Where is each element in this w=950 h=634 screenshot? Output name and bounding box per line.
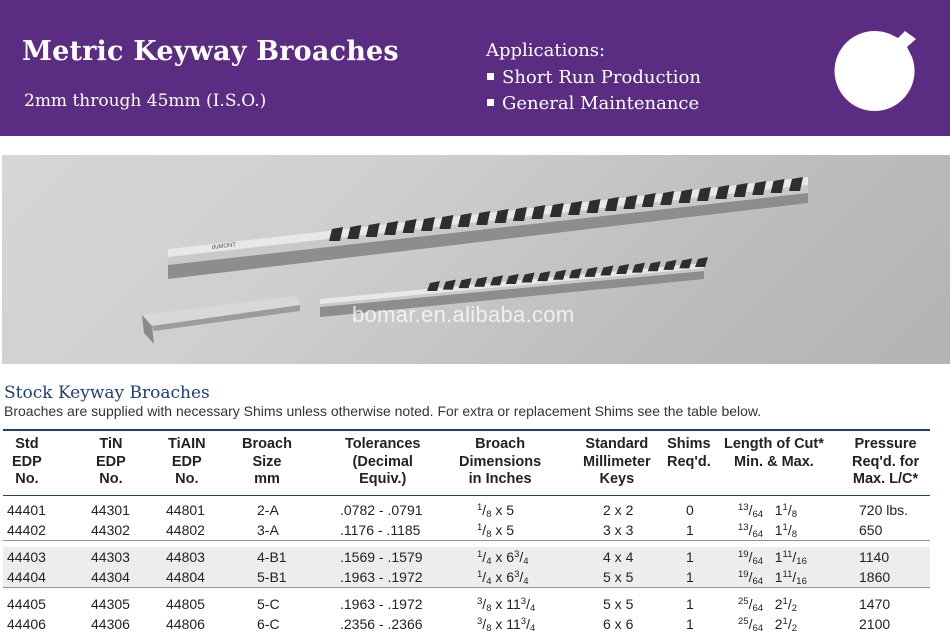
table-row	[3, 547, 930, 567]
table-header	[3, 429, 930, 496]
header-dimensions: Broach Dimensions in Inches	[459, 436, 542, 487]
cell-dimensions: $^1/_4$ x $6^3/_4$	[477, 569, 529, 587]
cell-tiain: 44802	[166, 522, 205, 538]
cell-tiain: 44806	[166, 616, 205, 632]
cell-tol: .1569 - .1579	[340, 549, 423, 565]
cell-tin: 44304	[91, 569, 130, 585]
cell-dimensions: $^3/_8$ x $11^3/_4$	[477, 596, 536, 614]
cell-keys: 5 x 5	[603, 569, 634, 585]
cell-size: 6-C	[257, 616, 280, 632]
cell-length-of-cut: $^{25}/_{64}$ $2^1/_2$	[738, 596, 797, 614]
header-tiain-edp: TiAIN EDP No.	[168, 436, 206, 487]
cell-std: 44403	[7, 549, 46, 565]
application-item: General Maintenance	[487, 93, 699, 114]
bullet-icon	[487, 73, 494, 80]
header-broach-size: Broach Size mm	[242, 436, 292, 487]
cell-shims: 1	[686, 616, 694, 632]
cell-std: 44401	[7, 502, 46, 518]
header-keys: Standard Millimeter Keys	[583, 436, 651, 487]
cell-length-of-cut: $^{25}/_{64}$ $2^1/_2$	[738, 616, 797, 634]
cell-pressure: 2100	[859, 616, 891, 632]
watermark: bomar.en.alibaba.com	[352, 302, 575, 327]
header-std-edp: Std EDP No.	[12, 436, 42, 487]
cell-tol: .0782 - .0791	[340, 502, 423, 518]
cell-size: 2-A	[257, 502, 279, 518]
cell-length-of-cut: $^{19}/_{64}$ $1^{11}/_{16}$	[738, 549, 807, 567]
cell-dimensions: $^1/_4$ x $6^3/_4$	[477, 549, 529, 567]
applications-heading: Applications:	[486, 40, 606, 61]
table-row	[3, 520, 930, 540]
keyway-broaches-image	[2, 155, 950, 364]
section-note: Broaches are supplied with necessary Shims unless otherwise noted. For extra or replacement Shims see the table below.	[4, 403, 762, 419]
cell-shims: 0	[686, 502, 694, 518]
table-body	[3, 496, 930, 634]
table-row	[3, 594, 930, 614]
round-keyway-profile-icon	[832, 29, 916, 113]
section-title: Stock Keyway Broaches	[4, 383, 210, 403]
table-row	[3, 614, 930, 634]
cell-tin: 44306	[91, 616, 130, 632]
cell-shims: 1	[686, 522, 694, 538]
header-pressure: Pressure Req'd. for Max. L/C*	[852, 436, 920, 487]
cell-tiain: 44805	[166, 596, 205, 612]
header-shims: Shims Req'd.	[667, 436, 711, 470]
cell-pressure: 650	[859, 522, 883, 538]
cell-std: 44402	[7, 522, 46, 538]
page-subtitle: 2mm through 45mm (I.S.O.)	[24, 91, 267, 111]
cell-pressure: 1140	[859, 549, 890, 565]
cell-tin: 44305	[91, 596, 130, 612]
cell-size: 3-A	[257, 522, 279, 538]
cell-tin: 44302	[91, 522, 130, 538]
cell-keys: 6 x 6	[603, 616, 634, 632]
cell-tin: 44303	[91, 549, 130, 565]
cell-keys: 5 x 5	[603, 596, 634, 612]
cell-size: 5-C	[257, 596, 280, 612]
cell-tin: 44301	[91, 502, 130, 518]
cell-tol: .1963 - .1972	[340, 569, 423, 585]
cell-tiain: 44804	[166, 569, 205, 585]
page-title: Metric Keyway Broaches	[22, 36, 399, 67]
cell-tol: .2356 - .2366	[340, 616, 423, 632]
application-item: Short Run Production	[487, 67, 701, 88]
cell-length-of-cut: $^{13}/_{64}$ $1^1/_8$	[738, 522, 797, 540]
cell-std: 44406	[7, 616, 46, 632]
header-banner	[0, 0, 950, 136]
table-row	[3, 500, 930, 520]
group-divider	[3, 587, 930, 588]
cell-dimensions: $^1/_8$ x 5	[477, 502, 515, 520]
cell-pressure: 720 lbs.	[859, 502, 909, 518]
broach-table	[3, 429, 930, 634]
cell-std: 44405	[7, 596, 46, 612]
cell-keys: 2 x 2	[603, 502, 634, 518]
cell-size: 5-B1	[257, 569, 287, 585]
broach-brand-text: duMONT	[211, 242, 237, 251]
table-row	[3, 567, 930, 587]
group-divider	[3, 540, 930, 541]
cell-tiain: 44801	[166, 502, 205, 518]
cell-keys: 4 x 4	[603, 549, 634, 565]
cell-size: 4-B1	[257, 549, 287, 565]
cell-dimensions: $^1/_8$ x 5	[477, 522, 515, 540]
cell-dimensions: $^3/_8$ x $11^3/_4$	[477, 616, 536, 634]
cell-shims: 1	[686, 569, 694, 585]
cell-tol: .1963 - .1972	[340, 596, 423, 612]
header-tolerances: Tolerances (Decimal Equiv.)	[345, 436, 421, 487]
header-tin-edp: TiN EDP No.	[96, 436, 126, 487]
cell-pressure: 1470	[859, 596, 891, 612]
cell-length-of-cut: $^{13}/_{64}$ $1^1/_8$	[738, 502, 797, 520]
cell-pressure: 1860	[859, 569, 891, 585]
cell-std: 44404	[7, 569, 46, 585]
cell-shims: 1	[686, 549, 694, 565]
header-length-of-cut: Length of Cut* Min. & Max.	[724, 436, 824, 470]
cell-tiain: 44803	[166, 549, 205, 565]
bullet-icon	[487, 99, 494, 106]
product-photo	[2, 155, 950, 364]
broach-tooth	[695, 257, 708, 267]
cell-tol: .1176 - .1185	[340, 522, 421, 538]
cell-shims: 1	[686, 596, 694, 612]
cell-keys: 3 x 3	[603, 522, 634, 538]
cell-length-of-cut: $^{19}/_{64}$ $1^{11}/_{16}$	[738, 569, 807, 587]
